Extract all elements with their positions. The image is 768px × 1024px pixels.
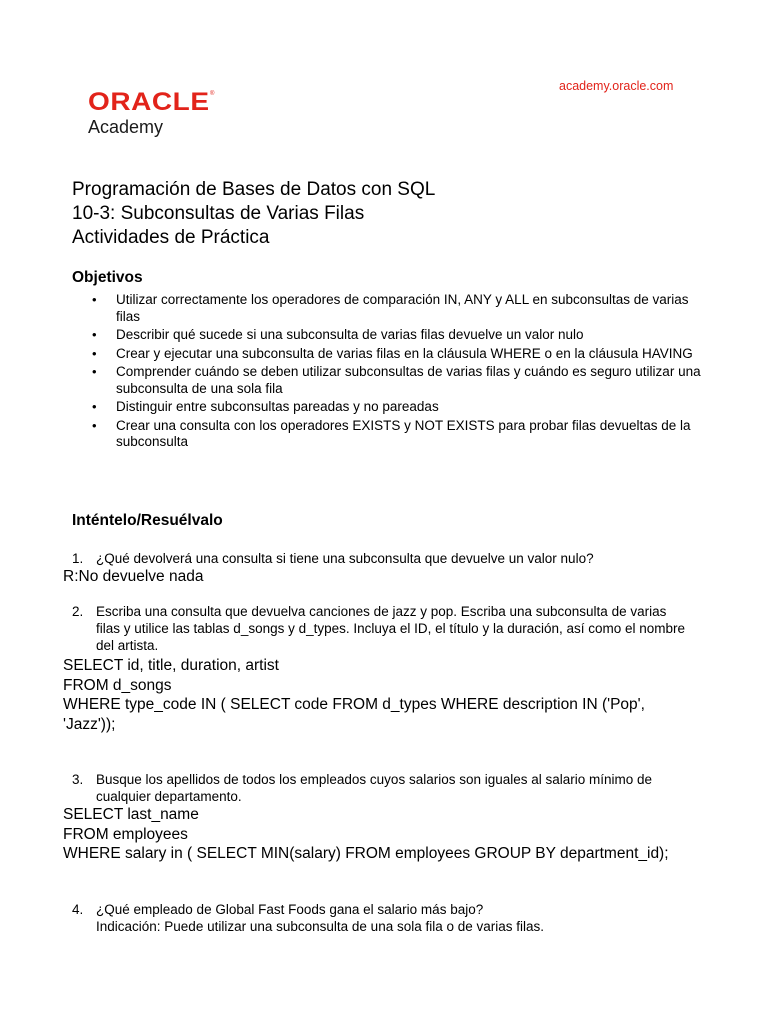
try-it-heading: Inténtelo/Resuélvalo	[72, 512, 223, 529]
logo-subtitle: Academy	[88, 117, 164, 137]
oracle-academy-logo	[88, 88, 215, 137]
question-number: 3.	[72, 772, 84, 787]
question-text: ¿Qué devolverá una consulta si tiene una subconsulta que devuelve un valor nulo?	[96, 551, 594, 566]
sql-line: SELECT id, title, duration, artist	[63, 657, 279, 674]
answer-1: R:No devuelve nada	[63, 568, 204, 585]
title-activity: Actividades de Práctica	[72, 227, 270, 248]
sql-line: WHERE type_code IN ( SELECT code FROM d_types WHERE description IN ('Pop',	[63, 696, 645, 713]
question-text	[96, 901, 692, 935]
objective-item: • Utilizar correctamente los operadores de comparación IN, ANY y ALL en subconsultas de varias filas	[72, 292, 712, 325]
sql-line: 'Jazz'));	[63, 715, 116, 733]
title-course: Programación de Bases de Datos con SQL	[72, 179, 436, 200]
logo-registered-mark: ®	[210, 91, 215, 97]
answer-3	[63, 805, 669, 864]
question-number: 1.	[72, 551, 84, 566]
answer-2	[63, 656, 645, 734]
question-text: Busque los apellidos de todos los empleados cuyos salarios son iguales al salario mínimo de cualquier departamento.	[96, 772, 653, 804]
objectives-heading: Objetivos	[72, 269, 143, 286]
title-lesson: 10-3: Subconsultas de Varias Filas	[72, 203, 365, 224]
question-hint: Indicación: Puede utilizar una subconsulta de una sola fila o de varias filas.	[96, 919, 545, 934]
objective-item: • Distinguir entre subconsultas pareadas y no pareadas	[72, 399, 712, 416]
objective-item: • Crear y ejecutar una subconsulta de varias filas en la cláusula WHERE o en la cláusula HAVING	[72, 346, 712, 363]
site-url[interactable]: academy.oracle.com	[559, 79, 674, 93]
question-text: Escriba una consulta que devuelva canciones de jazz y pop. Escriba una subconsulta de varias filas y utilice las tablas d_songs y d_types. Incluya el ID, el título y la duración, así como el nombre del artista.	[96, 604, 686, 653]
document-title	[72, 178, 435, 250]
objective-item: • Describir qué sucede si una subconsulta de varias filas devuelve un valor nulo	[72, 327, 712, 344]
sql-line: SELECT last_name	[63, 806, 199, 823]
question-number: 2.	[72, 604, 84, 619]
sql-line: FROM d_songs	[63, 676, 172, 694]
question-prompt: ¿Qué empleado de Global Fast Foods gana el salario más bajo?	[96, 902, 484, 917]
objectives-list	[72, 292, 712, 453]
sql-line: FROM employees	[63, 825, 188, 843]
objective-item: • Crear una consulta con los operadores EXISTS y NOT EXISTS para probar filas devueltas de la subconsulta	[72, 418, 712, 451]
sql-line: WHERE salary in ( SELECT MIN(salary) FROM employees GROUP BY department_id);	[63, 845, 669, 862]
objective-item: • Comprender cuándo se deben utilizar subconsultas de varias filas y cuándo es seguro utilizar una subconsulta de una sola fila	[72, 364, 712, 397]
logo-wordmark: ORACLE	[88, 88, 210, 116]
question-number: 4.	[72, 902, 84, 917]
